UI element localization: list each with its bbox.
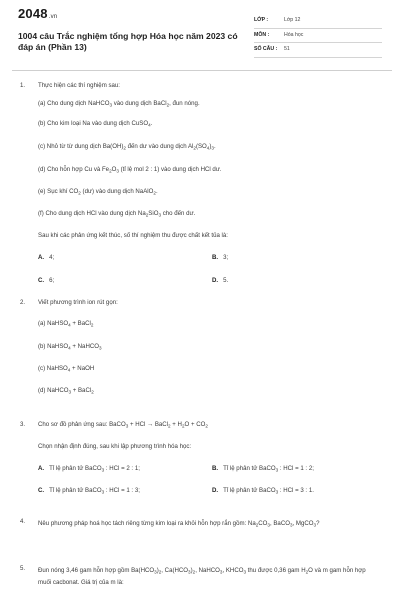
meta-row-count <box>254 43 382 58</box>
question-number: 5. <box>20 565 26 572</box>
question-item: (c) Nhỏ từ từ dung dịch $Ba(OH)_2$ đến dư vào dung dịch $Al_2(SO_4)_3$. <box>38 143 216 151</box>
answer-key: C. <box>38 277 45 284</box>
question-stem: Nêu phương pháp hoá học tách riêng từng kim loại ra khỏi hỗn hợp rắn gồm: $Na_2CO_3$, BaCO$_3$, MgCO$_3$? <box>38 520 320 528</box>
meta-row-class <box>254 14 382 29</box>
answer-option[interactable] <box>38 487 140 495</box>
page-header <box>0 0 400 66</box>
meta-row-subject <box>254 29 382 44</box>
site-logo[interactable] <box>18 6 57 21</box>
answer-option[interactable] <box>212 487 314 495</box>
answer-key: A. <box>38 465 45 472</box>
answer-option[interactable] <box>212 465 314 473</box>
answer-text: Tỉ lệ phân tử BaCO$_3$ : HCl = 3 : 1. <box>223 487 314 495</box>
answer-text: Tỉ lệ phân tử BaCO$_3$ : HCl = 1 : 2; <box>223 465 314 473</box>
answer-key: B. <box>212 254 219 261</box>
meta-value: Hóa học <box>284 31 304 38</box>
meta-value: 51 <box>284 46 290 52</box>
answer-key: D. <box>212 277 219 284</box>
answer-text: 5. <box>223 277 229 284</box>
question-stem: Đun nóng 3,46 gam hỗn hợp gồm $Ba(HCO_3)_2$, $Ca(HCO_3)_2$, NaHCO$_3$, $KHCO_3$ thu được 0,36 gam $H_2O$ và m gam hỗn hợp muối cacbonat. Giá trị của m là: <box>38 567 366 586</box>
answer-key: D. <box>212 487 219 494</box>
answer-option[interactable] <box>38 465 140 473</box>
answer-key: C. <box>38 487 45 494</box>
question-stem: Thực hiện các thí nghiệm sau: <box>38 82 120 89</box>
question-item: (e) Sục khí $CO_2$ (dư) vào dung dịch NaAlO$_2$. <box>38 188 158 196</box>
answer-option[interactable] <box>38 254 54 262</box>
answer-option[interactable] <box>212 254 228 262</box>
question-stem: Viết phương trình ion rút gọn: <box>38 299 118 306</box>
question-item: (a) Cho dung dịch NaHCO$_3$ vào dung dịch BaCl$_2$, đun nóng. <box>38 100 200 108</box>
answer-key: B. <box>212 465 219 472</box>
answer-text: 4; <box>49 254 55 261</box>
question-item: (c) NaHSO$_4$ + NaOH <box>38 365 95 373</box>
question-follow: Chọn nhận định đúng, sau khi lập phương trình hóa học: <box>38 443 192 450</box>
document-title: 1004 câu Trắc nghiệm tổng hợp Hóa học năm 2023 có đáp án (Phần 13) <box>18 31 238 52</box>
question-follow: Sau khi các phản ứng kết thúc, số thí nghiệm thu được chất kết tủa là: <box>38 232 228 239</box>
question-item: (f) Cho dung dịch HCl vào dung dịch $Na_2SiO_3$ cho đến dư. <box>38 210 196 218</box>
question-number: 4. <box>20 518 26 525</box>
answer-option[interactable] <box>212 277 228 285</box>
question-item: (b) NaHSO$_4$ + NaHCO$_3$ <box>38 343 102 351</box>
meta-label: LỚP : <box>254 17 269 23</box>
question-item: (b) Cho kim loại Na vào dung dịch CuSO$_4$. <box>38 120 153 128</box>
answer-option[interactable] <box>38 277 54 285</box>
question-number: 1. <box>20 82 26 89</box>
document-meta <box>254 14 382 58</box>
question-item: (d) NaHCO$_3$ + BaCl$_2$ <box>38 387 94 395</box>
logo-text: 2048 <box>18 6 48 21</box>
question-number: 2. <box>20 299 26 306</box>
answer-text: 6; <box>49 277 55 284</box>
answer-text: 3; <box>223 254 229 261</box>
answer-text: Tỉ lệ phân tử BaCO$_3$ : HCl = 2 : 1; <box>49 465 140 473</box>
question-item: (a) NaHSO$_4$ + BaCl$_2$ <box>38 320 94 328</box>
question-stem: Cho sơ đồ phản ứng sau: BaCO$_3$ + HCl → BaCl$_2$ + $H_2O + CO_2$ <box>38 421 208 429</box>
meta-label: MÔN : <box>254 31 270 38</box>
header-divider <box>12 70 392 71</box>
meta-value: Lớp 12 <box>284 17 301 23</box>
question-item: (d) Cho hỗn hợp Cu và $Fe_2O_3$ (tỉ lệ mol 2 : 1) vào dung dịch HCl dư. <box>38 166 222 174</box>
meta-label: SỐ CÂU : <box>254 46 278 52</box>
answer-key: A. <box>38 254 45 261</box>
logo-suffix: .vn <box>48 14 58 20</box>
answer-text: Tỉ lệ phân tử BaCO$_3$ : HCl = 1 : 3; <box>49 487 140 495</box>
question-number: 3. <box>20 421 26 428</box>
